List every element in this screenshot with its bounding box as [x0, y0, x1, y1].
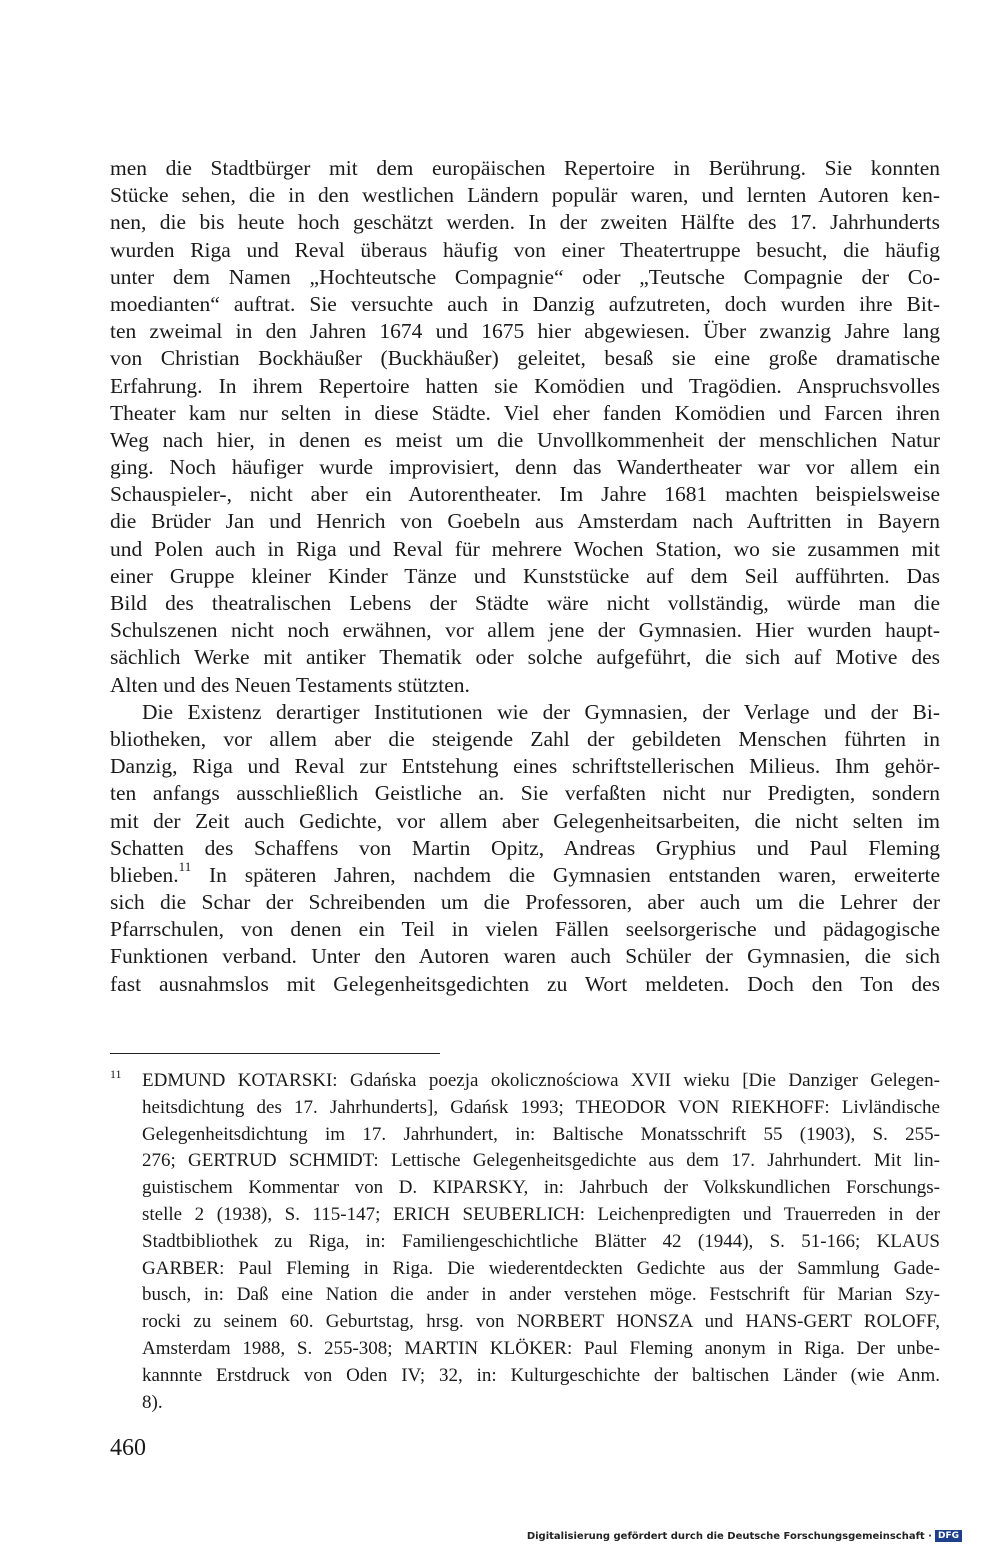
- footnote-line: EDMUND KOTARSKI: Gdańska poezja okolicznościowa XVII wieku [Die Danziger Gelegen-: [142, 1070, 940, 1091]
- footnote-line: Stadtbibliothek zu Riga, in: Familiengeschichtliche Blätter 42 (1944), S. 51-166; KLAUS: [142, 1230, 940, 1252]
- text-line: Alten und des Neuen Testaments stützten.: [110, 672, 470, 697]
- page-number: 460: [110, 1435, 146, 1461]
- text-line-with-footnote: [110, 858, 940, 889]
- text-line: Danzig, Riga und Reval zur Entstehung eines schriftstellerischen Milieus. Ihm gehör-: [110, 754, 940, 779]
- text-fragment: blieben.: [110, 862, 179, 887]
- footnote-divider: [110, 1053, 440, 1054]
- footnote-line: 8).: [142, 1391, 163, 1413]
- text-line: Erfahrung. In ihrem Repertoire hatten sie Komödien und Tragödien. Anspruchsvolles: [110, 373, 940, 398]
- footnote-line: rocki zu seinem 60. Geburtstag, hrsg. von NORBERT HONSZA und HANS-GERT ROLOFF,: [142, 1311, 940, 1333]
- text-line: Schatten des Schaffens von Martin Opitz, Andreas Gryphius und Paul Fleming: [110, 835, 940, 860]
- credit-text: Digitalisierung gefördert durch die Deutsche Forschungsgemeinschaft ·: [526, 1531, 932, 1542]
- text-line: ging. Noch häufiger wurde improvisiert, denn das Wandertheater war vor allem ein: [110, 455, 940, 480]
- text-line: Weg nach hier, in denen es meist um die Unvollkommenheit der menschlichen Natur: [110, 427, 940, 452]
- text-line: unter dem Namen „Hochteutsche Compagnie“ oder „Teutsche Compagnie der Co-: [110, 264, 940, 289]
- text-line: Schauspieler-, nicht aber ein Autorentheater. Im Jahre 1681 machten beispielsweise: [110, 482, 940, 507]
- footnote-line: GARBER: Paul Fleming in Riga. Die wiederentdeckten Gedichte aus der Sammlung Gade-: [142, 1257, 940, 1279]
- text-line: mit der Zeit auch Gedichte, vor allem aber Gelegenheitsarbeiten, die nicht selten im: [110, 808, 940, 833]
- footnote-body: [142, 1068, 940, 1416]
- text-line: Bild des theatralischen Lebens der Städte wäre nicht vollständig, würde man die: [110, 591, 940, 615]
- text-line: einer Gruppe kleiner Kinder Tänze und Kunststücke auf dem Seil aufführten. Das: [110, 563, 940, 588]
- footnote-line: busch, in: Daß eine Nation die ander in ander verstehen möge. Festschrift für Marian Szy-: [142, 1284, 940, 1306]
- footnote-line: Amsterdam 1988, S. 255-308; MARTIN KLÖKER: Paul Fleming anonym in Riga. Der unbe-: [142, 1337, 940, 1359]
- text-line: fast ausnahmslos mit Gelegenheitsgedichten zu Wort meldeten. Doch den Ton des: [110, 971, 940, 996]
- text-line: wurden Riga und Reval überaus häufig von einer Theatertruppe besucht, die häufig: [110, 237, 940, 262]
- body-text: [110, 155, 940, 998]
- text-line: nen, die bis heute hoch geschätzt werden. In der zweiten Hälfte des 17. Jahrhunderts: [110, 210, 940, 235]
- footnote-line: heitsdichtung des 17. Jahrhunderts], Gdańsk 1993; THEODOR VON RIEKHOFF: Livländische: [142, 1096, 940, 1118]
- text-line: bliotheken, vor allem aber die steigende Zahl der gebildeten Menschen führten in: [110, 726, 940, 751]
- text-line: Schulszenen nicht noch erwähnen, vor allem jene der Gymnasien. Hier wurden haupt-: [110, 618, 940, 643]
- footnote: [110, 1068, 940, 1416]
- text-line: Theater kam nur selten in diese Städte. Viel eher fanden Komödien und Farcen ihren: [110, 400, 940, 425]
- text-line: die Brüder Jan und Henrich von Goebeln aus Amsterdam nach Auftritten in Bayern: [110, 509, 940, 534]
- text-line: von Christian Bockhäußer (Buckhäußer) geleitet, besaß sie eine große dramatische: [110, 346, 940, 371]
- text-line: men die Stadtbürger mit dem europäischen Repertoire in Berührung. Sie konnten: [110, 156, 940, 180]
- footnote-line: 276; GERTRUD SCHMIDT: Lettische Gelegenheitsgedichte aus dem 17. Jahrhundert. Mit lin-: [142, 1150, 940, 1172]
- digitization-credit: [527, 1530, 962, 1542]
- text-line: und Polen auch in Riga und Reval für mehrere Wochen Station, wo sie zusammen mit: [110, 536, 940, 561]
- text-line: moedianten“ auftrat. Sie versuchte auch in Danzig aufzutreten, doch wurden ihre Bit-: [110, 291, 940, 316]
- text-line: ten anfangs ausschließlich Geistliche an. Sie verfaßten nicht nur Predigten, sondern: [110, 781, 940, 806]
- text-fragment: In späteren Jahren, nachdem die Gymnasien entstanden waren, erweiterte: [209, 862, 940, 887]
- footnote-number: 11: [110, 1067, 122, 1081]
- text-line: sächlich Werke mit antiker Thematik oder solche aufgeführt, die sich auf Motive des: [110, 645, 940, 670]
- text-line: Stücke sehen, die in den westlichen Ländern populär waren, und lernten Autoren ken-: [110, 183, 940, 208]
- footnote-line: Gelegenheitsdichtung im 17. Jahrhundert, in: Baltische Monatsschrift 55 (1903), S. 255-: [142, 1123, 940, 1145]
- text-line: Funktionen verband. Unter den Autoren waren auch Schüler der Gymnasien, die sich: [110, 944, 940, 969]
- footnote-line: guistischem Kommentar von D. KIPARSKY, in: Jahrbuch der Volkskundlichen Forschungs-: [142, 1177, 940, 1199]
- dfg-logo: DFG: [935, 1530, 962, 1542]
- footnote-reference[interactable]: 11: [178, 858, 192, 874]
- footnote-line: stelle 2 (1938), S. 115-147; ERICH SEUBERLICH: Leichenpredigten und Trauerreden in der: [142, 1203, 940, 1225]
- footnote-line: kannnte Erstdruck von Oden IV; 32, in: Kulturgeschichte der baltischen Länder (wie Anm.: [142, 1364, 940, 1386]
- text-line: Die Existenz derartiger Institutionen wie der Gymnasien, der Verlage und der Bi-: [142, 699, 940, 724]
- text-line: ten zweimal in den Jahren 1674 und 1675 hier abgewiesen. Über zwanzig Jahre lang: [110, 319, 940, 344]
- text-line: Pfarrschulen, von denen ein Teil in vielen Fällen seelsorgerische und pädagogische: [110, 917, 940, 942]
- text-line: sich die Schar der Schreibenden um die Professoren, aber auch um die Lehrer der: [110, 890, 940, 915]
